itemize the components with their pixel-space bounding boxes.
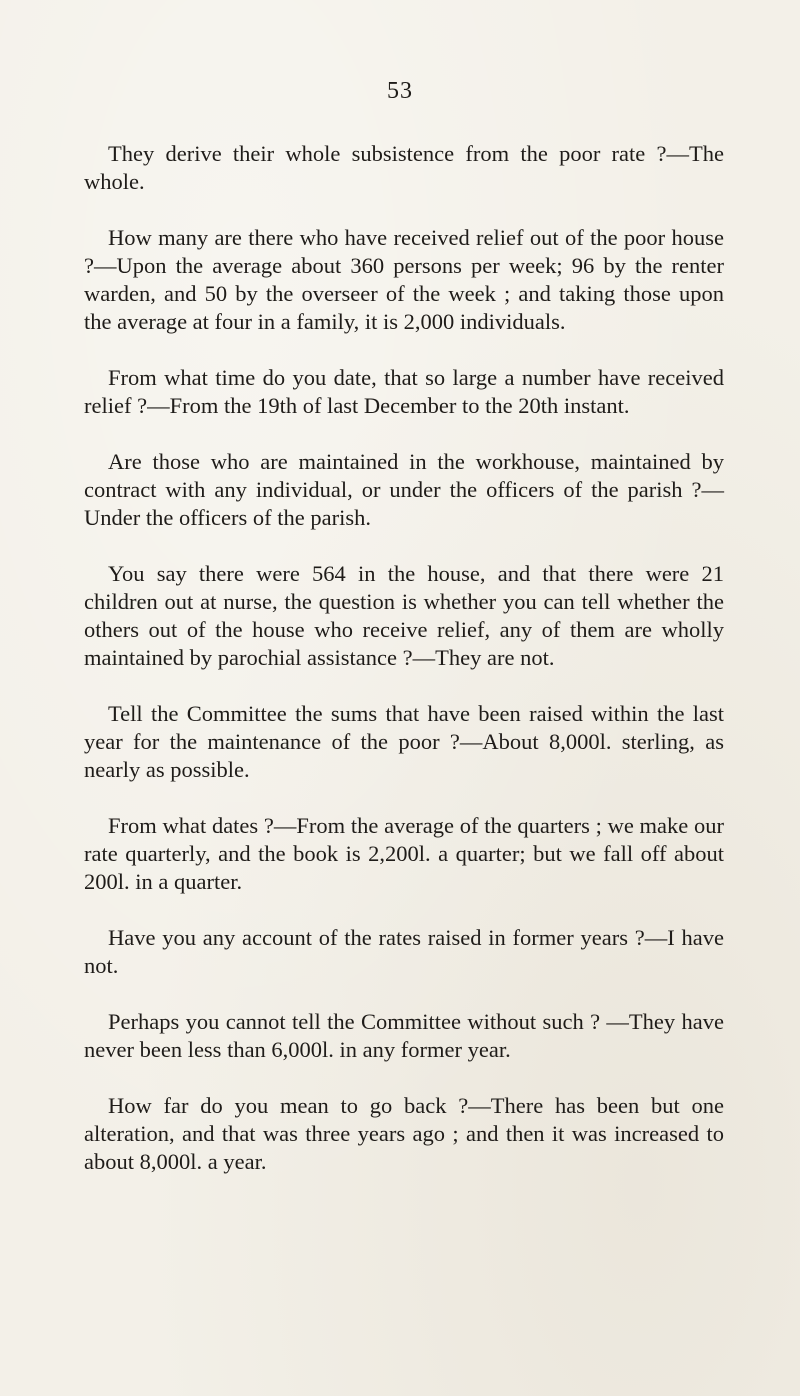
paragraph-former-rates: Have you any account of the rates raised in former years ?—I have not. [84,925,724,978]
paragraph-relief-count: How many are there who have received relief out of the poor house ?—Upon the average about 360 persons per week; 96 by the renter warden, and 50 by the overseer of the week ; and taking those upon the average at four in a family, it is 2,000 individuals. [84,225,724,334]
body-text [84,140,724,1202]
paragraph-subsistence: They derive their whole subsistence from the poor rate ?—The whole. [84,141,724,194]
paragraph-sums-raised: Tell the Committee the sums that have been raised within the last year for the maintenance of the poor ?—About 8,000l. sterling, as nearly as possible. [84,701,724,782]
paragraph-rate-dates: From what dates ?—From the average of the quarters ; we make our rate quarterly, and the book is 2,200l. a quarter; but we fall off about 200l. in a quarter. [84,813,724,894]
paragraph-relief-dates: From what time do you date, that so large a number have received relief ?—From the 19th of last December to the 20th instant. [84,365,724,418]
paragraph-alteration: How far do you mean to go back ?—There has been but one alteration, and that was three years ago ; and then it was increased to about 8,000l. a year. [84,1093,724,1174]
paragraph-former-years: Perhaps you cannot tell the Committee without such ? —They have never been less than 6,000l. in any former year. [84,1009,724,1062]
page-number: 53 [387,78,413,104]
paragraph-workhouse-maintenance: Are those who are maintained in the workhouse, maintained by contract with any individual, or under the officers of the parish ?—Under the officers of the parish. [84,449,724,530]
paragraph-children-at-nurse: You say there were 564 in the house, and that there were 21 children out at nurse, the question is whether you can tell whether the others out of the house who receive relief, any of them are wholly maintained by parochial assistance ?—They are not. [84,561,724,670]
